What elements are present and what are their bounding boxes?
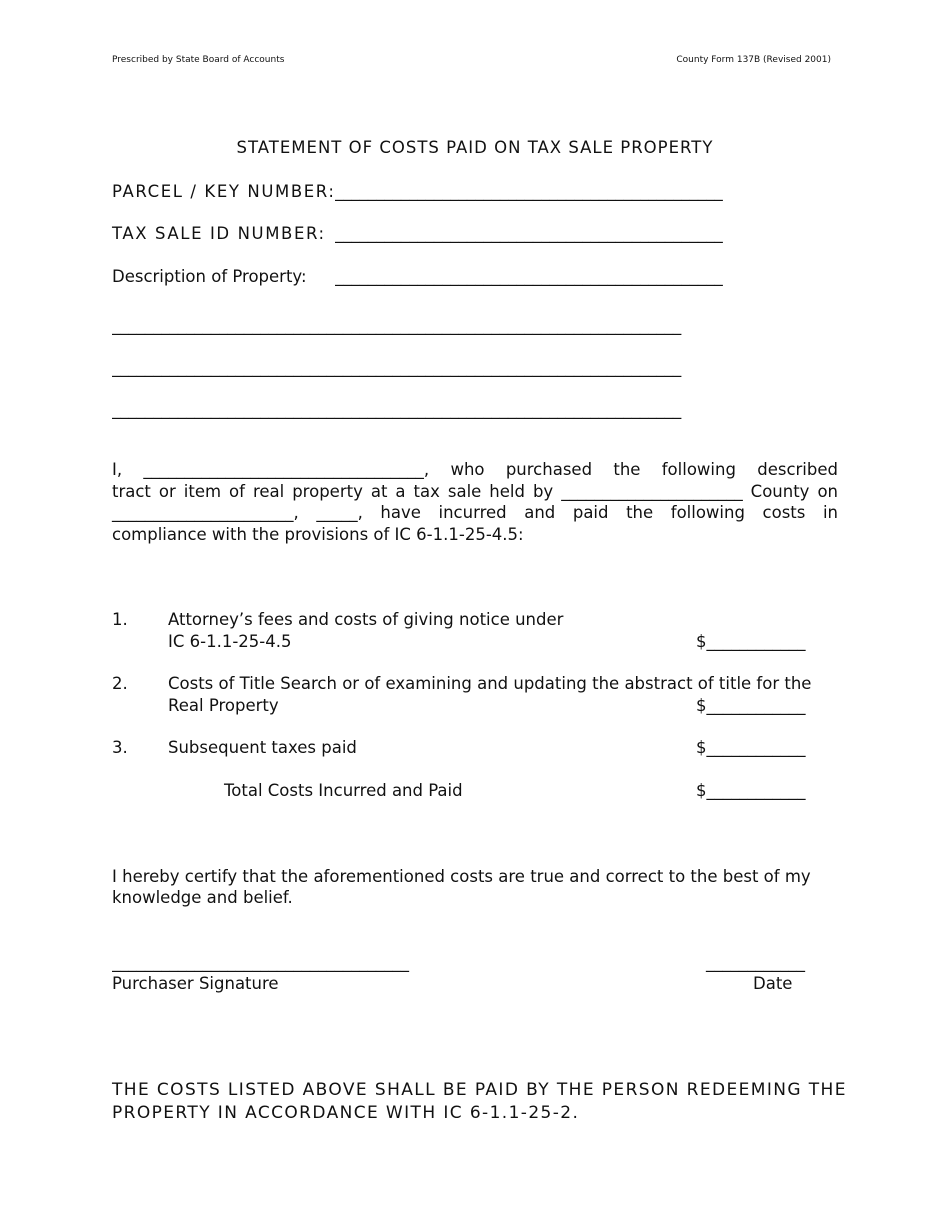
cost-item-description: IC 6-1.1-25-4.5 [168, 632, 292, 651]
description-line[interactable]: _____________________________________________________________________ [112, 316, 682, 335]
cost-item-number: 2. [112, 674, 128, 693]
certification-text: knowledge and belief. [112, 888, 293, 907]
date-label: Date [753, 974, 793, 993]
certification-text: I hereby certify that the aforementioned costs are true and correct to the best of my [112, 867, 811, 886]
purchase-statement [112, 459, 838, 545]
description-line[interactable]: _____________________________________________________________________ [112, 400, 682, 419]
description-line[interactable]: _____________________________________________________________________ [112, 358, 682, 377]
form-number-text: County Form 137B (Revised 2001) [676, 55, 831, 65]
cost-item-number: 3. [112, 738, 128, 757]
prescribed-by-text: Prescribed by State Board of Accounts [112, 55, 285, 65]
parcel-number-field[interactable]: _______________________________________________ [335, 182, 723, 201]
purchaser-signature-label: Purchaser Signature [112, 974, 279, 993]
statement-line[interactable]: ______________________, _____, have incurred and paid the following costs in [112, 503, 838, 522]
total-costs-amount-field[interactable]: $____________ [696, 781, 806, 800]
cost-item-description: Costs of Title Search or of examining and updating the abstract of title for the [168, 674, 812, 693]
description-field[interactable]: _______________________________________________ [335, 267, 723, 286]
tax-sale-id-label: TAX SALE ID NUMBER: [112, 224, 326, 243]
redemption-notice: PROPERTY IN ACCORDANCE WITH IC 6-1.1-25-2. [112, 1103, 580, 1123]
statement-line[interactable]: tract or item of real property at a tax sale held by ______________________ County on [112, 481, 838, 501]
title-search-amount-field[interactable]: $____________ [696, 696, 806, 715]
statement-line: compliance with the provisions of IC 6-1.1-25-4.5: [112, 524, 524, 544]
total-costs-label: Total Costs Incurred and Paid [224, 781, 463, 800]
purchaser-signature-field[interactable]: ____________________________________ [112, 953, 409, 972]
statement-line[interactable]: I, __________________________________, who purchased the following described [112, 460, 838, 479]
cost-item-number: 1. [112, 610, 128, 629]
cost-item-description: Real Property [168, 696, 279, 715]
form-title: STATEMENT OF COSTS PAID ON TAX SALE PROPERTY [236, 138, 714, 157]
attorney-fees-amount-field[interactable]: $____________ [696, 632, 806, 651]
cost-item-description: Attorney’s fees and costs of giving notice under [168, 610, 564, 629]
description-label: Description of Property: [112, 267, 307, 286]
redemption-notice: THE COSTS LISTED ABOVE SHALL BE PAID BY THE PERSON REDEEMING THE [112, 1080, 847, 1100]
subsequent-taxes-amount-field[interactable]: $____________ [696, 738, 806, 757]
parcel-number-label: PARCEL / KEY NUMBER: [112, 182, 336, 201]
tax-sale-id-field[interactable]: _______________________________________________ [335, 224, 723, 243]
cost-item-description: Subsequent taxes paid [168, 738, 357, 757]
date-field[interactable]: ____________ [706, 953, 805, 972]
